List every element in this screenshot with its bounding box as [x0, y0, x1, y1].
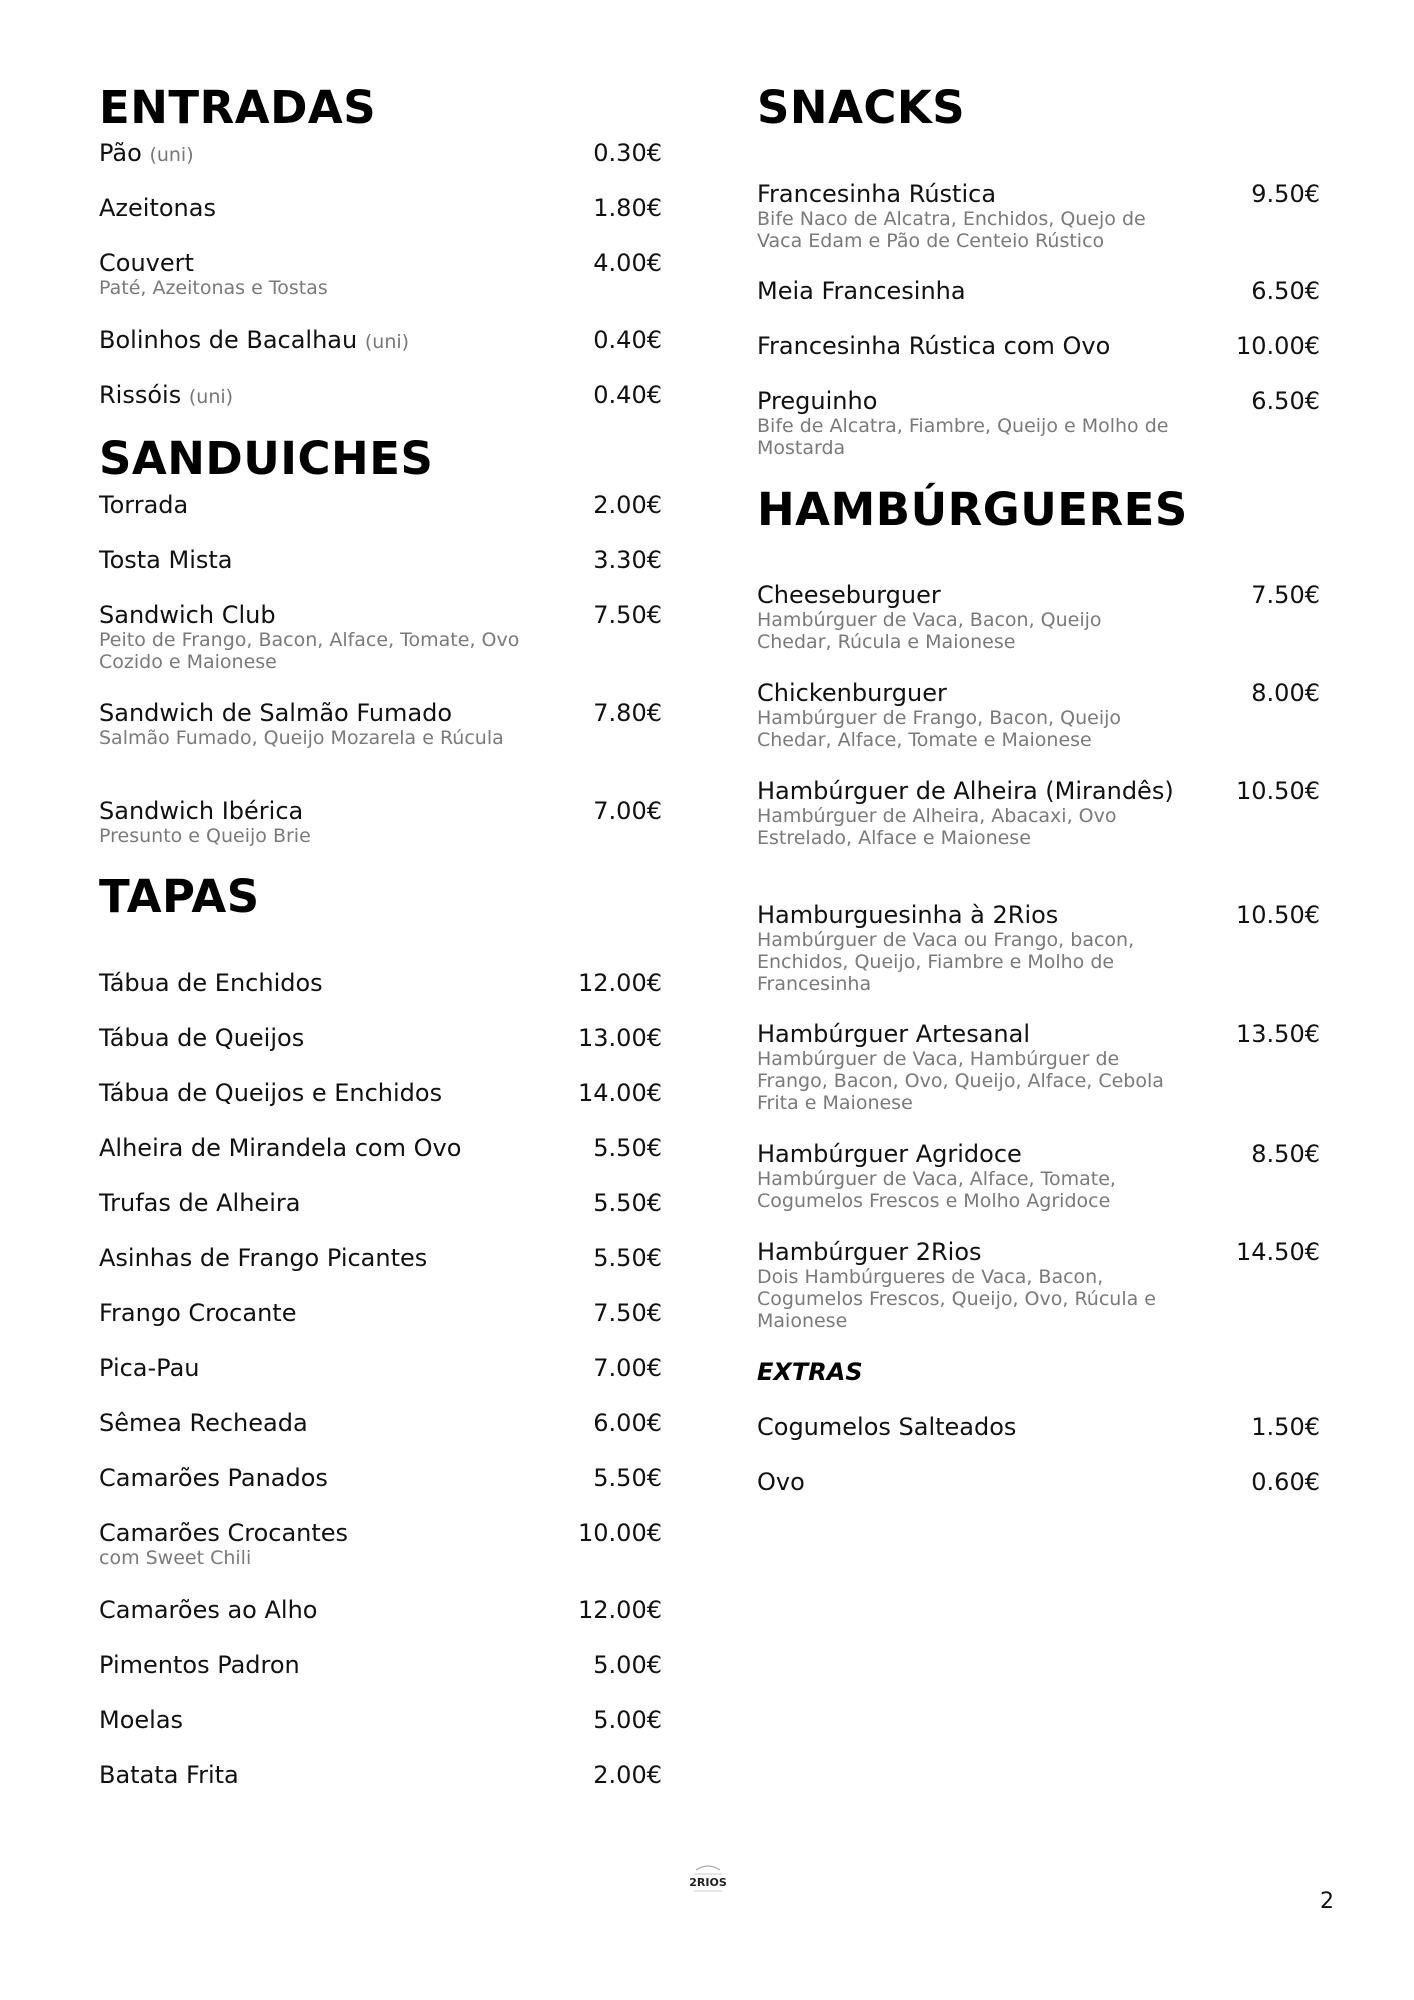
menu-item [757, 1469, 1320, 1496]
item-price: 13.00€ [578, 1024, 662, 1052]
menu-item [757, 388, 1320, 459]
item-price: 1.50€ [1251, 1413, 1320, 1441]
item-price: 9.50€ [1251, 180, 1320, 208]
menu-item [99, 1190, 662, 1217]
item-price: 2.00€ [593, 1761, 662, 1789]
item-name: Hambúrguer de Alheira (Mirandês) [757, 777, 1174, 805]
item-price: 5.50€ [593, 1134, 662, 1162]
menu-item [99, 1520, 662, 1569]
item-price: 5.50€ [593, 1464, 662, 1492]
menu-item [757, 1239, 1320, 1332]
menu-item [99, 602, 662, 673]
item-description: Hambúrguer de Vaca, Hambúrguer de Frango, Bacon, Ovo, Queijo, Alface, Cebola Frita e Maionese [757, 1048, 1164, 1114]
item-price: 7.00€ [593, 1354, 662, 1382]
menu-item [99, 1652, 662, 1679]
item-price: 3.30€ [593, 546, 662, 574]
item-price: 5.00€ [593, 1706, 662, 1734]
item-price: 12.00€ [578, 969, 662, 997]
item-price: 7.50€ [1251, 581, 1320, 609]
item-price: 7.80€ [593, 699, 662, 727]
menu-item [757, 582, 1320, 653]
menu-item [99, 140, 662, 169]
item-name: Tábua de Enchidos [99, 969, 323, 997]
item-name: Preguinho [757, 387, 878, 415]
menu-item [757, 1414, 1320, 1441]
item-price: 8.00€ [1251, 679, 1320, 707]
item-description: Peito de Frango, Bacon, Alface, Tomate, Ovo Cozido e Maionese [99, 629, 520, 673]
menu-item [99, 250, 662, 299]
menu-item [99, 1762, 662, 1789]
menu-item [757, 278, 1320, 305]
item-description: Dois Hambúrgueres de Vaca, Bacon, Cogumelos Frescos, Queijo, Ovo, Rúcula e Maionese [757, 1266, 1156, 1332]
item-description: Hambúrguer de Alheira, Abacaxi, Ovo Estrelado, Alface e Maionese [757, 805, 1117, 849]
item-name: Sandwich Club [99, 601, 276, 629]
item-price: 10.50€ [1236, 901, 1320, 929]
section-title-hamburgueres: HAMBÚRGUERES [757, 483, 1188, 536]
item-name: Sandwich de Salmão Fumado [99, 699, 453, 727]
menu-item [99, 1245, 662, 1272]
item-name: Hamburguesinha à 2Rios [757, 901, 1059, 929]
section-title-sanduiches: SANDUICHES [99, 432, 434, 485]
item-price: 7.00€ [593, 797, 662, 825]
item-price: 14.50€ [1236, 1238, 1320, 1266]
menu-item [99, 1355, 662, 1382]
menu-item [99, 1597, 662, 1624]
item-name: Pica-Pau [99, 1354, 200, 1382]
menu-item [757, 680, 1320, 751]
item-name: Asinhas de Frango Picantes [99, 1244, 428, 1272]
menu-item [99, 492, 662, 519]
menu-item [757, 1021, 1320, 1114]
menu-item [99, 1707, 662, 1734]
menu-item [99, 1025, 662, 1052]
item-name: Alheira de Mirandela com Ovo [99, 1134, 462, 1162]
item-name: Couvert [99, 249, 194, 277]
menu-item [99, 382, 662, 411]
menu-item [99, 1135, 662, 1162]
item-name: Tábua de Queijos e Enchidos [99, 1079, 443, 1107]
item-name: Bolinhos de Bacalhau [99, 326, 358, 354]
restaurant-logo-icon [686, 1858, 730, 1902]
section-title-tapas: TAPAS [99, 870, 260, 923]
item-description: Paté, Azeitonas e Tostas [99, 277, 328, 299]
item-description: Hambúrguer de Vaca, Bacon, Queijo Chedar, Rúcula e Maionese [757, 609, 1102, 653]
item-name: Sêmea Recheada [99, 1409, 308, 1437]
item-price: 0.30€ [593, 139, 662, 167]
menu-item [757, 902, 1320, 995]
item-price: 12.00€ [578, 1596, 662, 1624]
item-name: Moelas [99, 1706, 184, 1734]
item-price: 4.00€ [593, 249, 662, 277]
item-price: 13.50€ [1236, 1020, 1320, 1048]
item-price: 10.00€ [578, 1519, 662, 1547]
section-title-entradas: ENTRADAS [99, 81, 377, 134]
item-name: Chickenburguer [757, 679, 947, 707]
item-description: com Sweet Chili [99, 1547, 252, 1569]
item-name: Trufas de Alheira [99, 1189, 301, 1217]
item-price: 6.00€ [593, 1409, 662, 1437]
menu-item [757, 1141, 1320, 1212]
section-title-extras: EXTRAS [757, 1358, 863, 1386]
item-name: Hambúrguer Agridoce [757, 1140, 1022, 1168]
item-price: 5.00€ [593, 1651, 662, 1679]
menu-item [99, 798, 662, 847]
item-price: 5.50€ [593, 1189, 662, 1217]
menu-item [757, 181, 1320, 252]
menu-item [99, 970, 662, 997]
logo-text: 2RIOS [689, 1876, 727, 1889]
item-description: Hambúrguer de Vaca, Alface, Tomate, Cogumelos Frescos e Molho Agridoce [757, 1168, 1116, 1212]
item-description: Salmão Fumado, Queijo Mozarela e Rúcula [99, 727, 504, 749]
item-note: (uni) [188, 386, 234, 408]
item-price: 7.50€ [593, 1299, 662, 1327]
item-price: 1.80€ [593, 194, 662, 222]
item-name: Torrada [99, 491, 189, 519]
item-price: 0.40€ [593, 326, 662, 354]
item-price: 0.40€ [593, 381, 662, 409]
menu-item [99, 327, 662, 356]
item-name: Camarões Panados [99, 1464, 328, 1492]
item-name: Tábua de Queijos [99, 1024, 305, 1052]
item-name: Ovo [757, 1468, 805, 1496]
menu-item [99, 195, 662, 222]
menu-item [99, 1465, 662, 1492]
item-name: Frango Crocante [99, 1299, 297, 1327]
menu-item [757, 778, 1320, 849]
item-price: 10.50€ [1236, 777, 1320, 805]
item-price: 2.00€ [593, 491, 662, 519]
item-price: 0.60€ [1251, 1468, 1320, 1496]
item-name: Pão [99, 139, 142, 167]
item-name: Azeitonas [99, 194, 216, 222]
menu-item [757, 333, 1320, 360]
item-description: Hambúrguer de Vaca ou Frango, bacon, Enchidos, Queijo, Fiambre e Molho de Francesinha [757, 929, 1135, 995]
item-name: Rissóis [99, 381, 182, 409]
item-description: Hambúrguer de Frango, Bacon, Queijo Chedar, Alface, Tomate e Maionese [757, 707, 1121, 751]
item-name: Francesinha Rústica com Ovo [757, 332, 1111, 360]
menu-item [99, 1300, 662, 1327]
item-name: Tosta Mista [99, 546, 233, 574]
item-name: Francesinha Rústica [757, 180, 997, 208]
item-description: Presunto e Queijo Brie [99, 825, 311, 847]
item-description: Bife de Alcatra, Fiambre, Queijo e Molho de Mostarda [757, 415, 1169, 459]
menu-item [99, 547, 662, 574]
item-price: 6.50€ [1251, 277, 1320, 305]
item-name: Meia Francesinha [757, 277, 966, 305]
menu-item [99, 1080, 662, 1107]
item-name: Cheeseburguer [757, 581, 941, 609]
item-name: Camarões ao Alho [99, 1596, 318, 1624]
item-name: Pimentos Padron [99, 1651, 300, 1679]
menu-item [99, 700, 662, 749]
menu-item [99, 1410, 662, 1437]
item-name: Hambúrguer Artesanal [757, 1020, 1030, 1048]
item-name: Batata Frita [99, 1761, 239, 1789]
item-price: 8.50€ [1251, 1140, 1320, 1168]
item-price: 10.00€ [1236, 332, 1320, 360]
item-name: Sandwich Ibérica [99, 797, 304, 825]
item-note: (uni) [364, 331, 410, 353]
item-name: Cogumelos Salteados [757, 1413, 1017, 1441]
section-title-snacks: SNACKS [757, 81, 966, 134]
item-name: Hambúrguer 2Rios [757, 1238, 982, 1266]
item-price: 14.00€ [578, 1079, 662, 1107]
item-price: 7.50€ [593, 601, 662, 629]
item-price: 5.50€ [593, 1244, 662, 1272]
item-note: (uni) [149, 144, 194, 166]
item-price: 6.50€ [1251, 387, 1320, 415]
item-description: Bife Naco de Alcatra, Enchidos, Quejo de Vaca Edam e Pão de Centeio Rústico [757, 208, 1146, 252]
item-name: Camarões Crocantes [99, 1519, 349, 1547]
page-number: 2 [1320, 1889, 1334, 1914]
